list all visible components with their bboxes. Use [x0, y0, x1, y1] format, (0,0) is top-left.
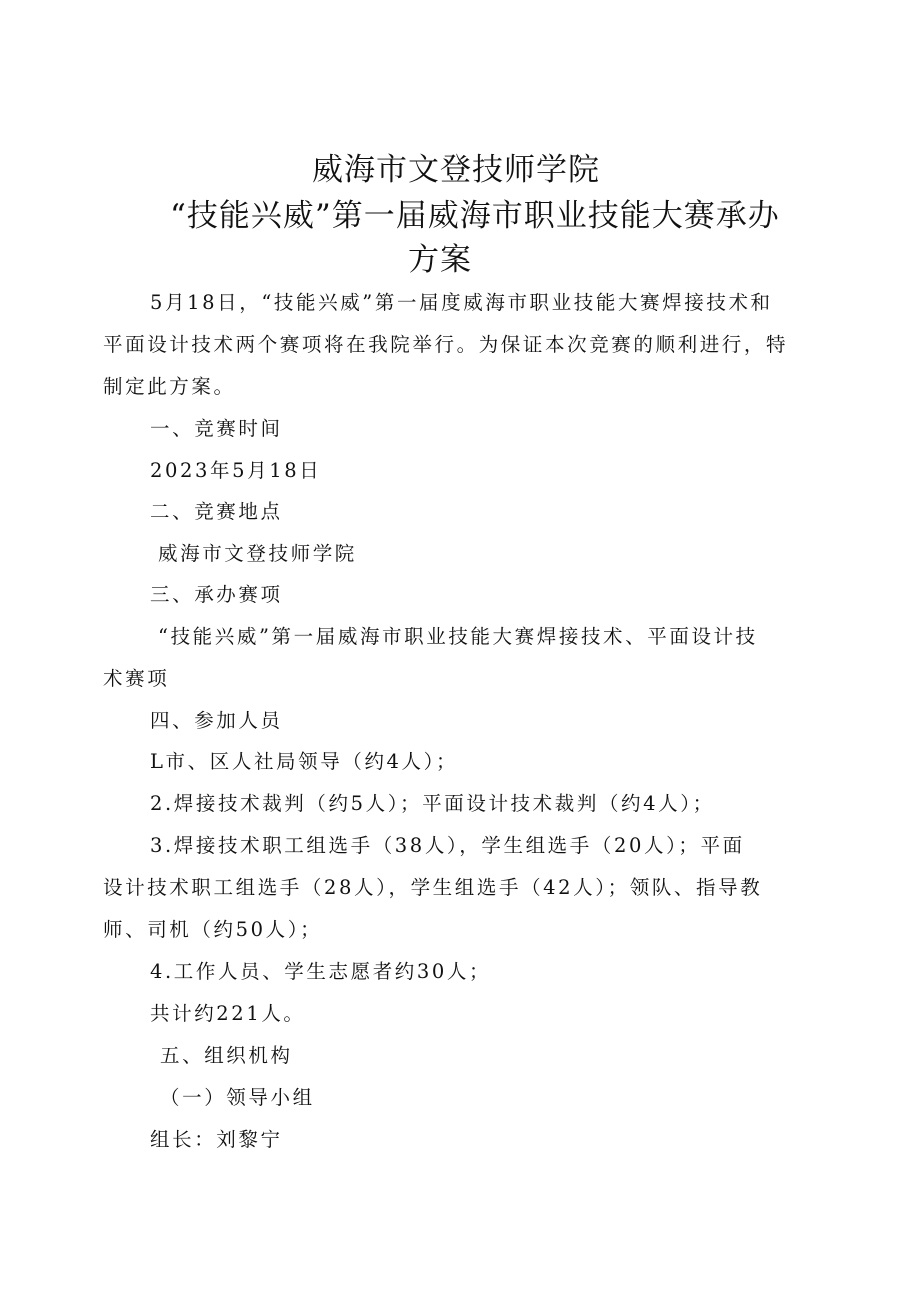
section5-heading: 五、组织机构 — [160, 1044, 293, 1067]
doc-title-line3: 方案 — [408, 242, 472, 278]
section4-item-4: 4.工作人员、学生志愿者约30人； — [150, 960, 492, 983]
intro-line-2: 平面设计技术两个赛项将在我院举行。为保证本次竞赛的顺利进行，特 — [103, 333, 789, 356]
section4-item-3-line-1: 3.焊接技术职工组选手（38人），学生组选手（20人）；平面 — [150, 834, 745, 857]
section1-text: 2023年5月18日 — [150, 459, 322, 482]
section2-text: 威海市文登技师学院 — [158, 542, 357, 565]
section4-heading: 四、参加人员 — [150, 709, 283, 732]
section5-sub1: （一）领导小组 — [160, 1086, 315, 1109]
section4-item-2: 2.焊接技术裁判（约5人）；平面设计技术裁判（约4人）； — [150, 792, 715, 815]
doc-title-line2: “技能兴威”第一届威海市职业技能大赛承办 — [170, 198, 780, 234]
doc-title-line1: 威海市文登技师学院 — [312, 152, 600, 188]
intro-line-3: 制定此方案。 — [103, 375, 236, 398]
section3-heading: 三、承办赛项 — [150, 583, 283, 606]
section3-text-line-2: 术赛项 — [103, 667, 170, 690]
section5-leader: 组长：刘黎宁 — [150, 1128, 283, 1151]
section4-item-3-line-3: 师、司机（约50人）； — [103, 918, 323, 941]
section2-heading: 二、竞赛地点 — [150, 500, 283, 523]
section4-total: 共计约221人。 — [150, 1002, 306, 1025]
section4-item-3-line-2: 设计技术职工组选手（28人），学生组选手（42人）；领队、指导教 — [103, 876, 763, 899]
section4-item-1: L市、区人社局领导（约4人）； — [150, 750, 459, 773]
intro-line-1: 5月18日，“技能兴威”第一届度威海市职业技能大赛焊接技术和 — [150, 291, 773, 314]
section3-text-line-1: “技能兴威”第一届威海市职业技能大赛焊接技术、平面设计技 — [158, 625, 758, 648]
section1-heading: 一、竞赛时间 — [150, 417, 283, 440]
